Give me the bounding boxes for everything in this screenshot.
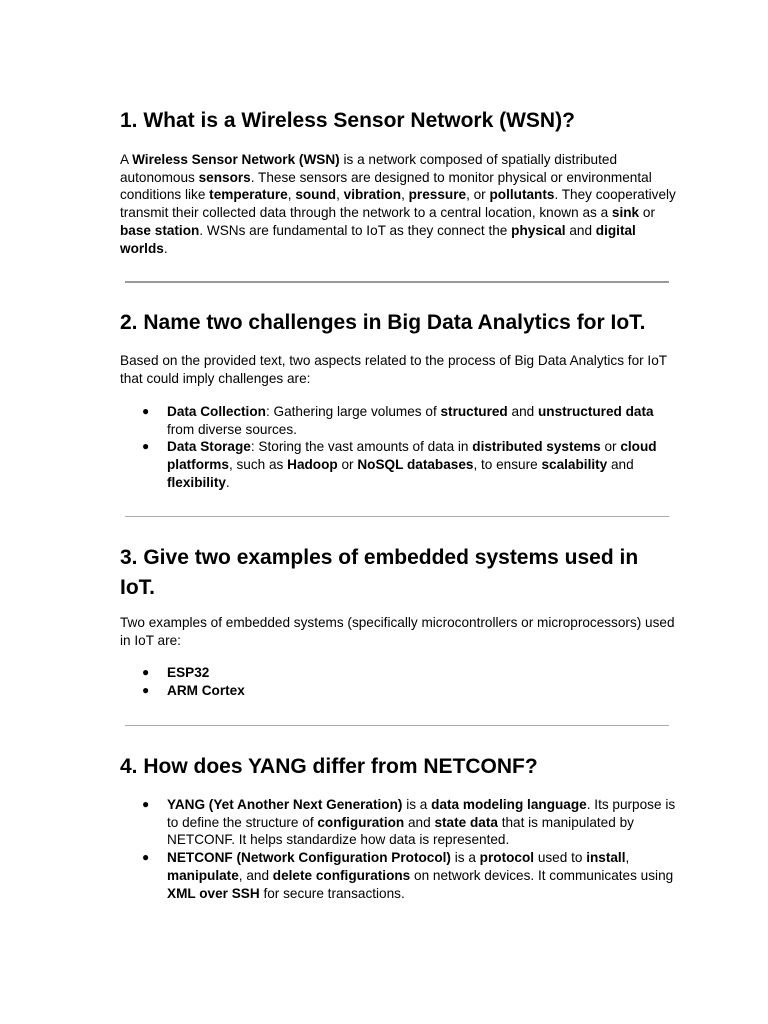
list-item: ● YANG (Yet Another Next Generation) is a data modeling language. Its purpose is to define the structure of configuration and state data that is manipulated by NETCONF. It helps standardize how data is represented. bbox=[120, 796, 676, 849]
section-divider-3 bbox=[125, 725, 669, 726]
list-item bbox=[120, 682, 676, 700]
bold-term: sink bbox=[611, 205, 640, 221]
bold-term: install bbox=[586, 850, 626, 866]
bold-term: manipulate bbox=[167, 867, 239, 883]
bold-term: XML over SSH bbox=[167, 885, 260, 901]
bold-term: pressure bbox=[408, 187, 467, 203]
list-item bbox=[120, 664, 676, 682]
bold-term: Data Collection bbox=[167, 404, 266, 419]
bold-term: configuration bbox=[317, 814, 405, 830]
bold-term: vibration bbox=[343, 187, 402, 203]
bold-term: ESP32 bbox=[167, 665, 210, 680]
bold-term: unstructured data bbox=[537, 404, 654, 419]
section-1-heading: 1. What is a Wireless Sensor Network (WSN)? bbox=[120, 109, 575, 132]
bold-term: data modeling language bbox=[431, 797, 587, 812]
section-4-list bbox=[120, 796, 676, 902]
bold-term: pollutants bbox=[489, 187, 555, 203]
bold-term: physical bbox=[511, 222, 566, 238]
bold-term: Hadoop bbox=[287, 457, 338, 473]
section-2-list bbox=[120, 403, 676, 492]
bold-term: sensors bbox=[198, 169, 251, 185]
bold-term: NoSQL databases bbox=[357, 457, 474, 473]
section-divider-2 bbox=[125, 516, 669, 517]
section-2-intro: Based on the provided text, two aspects related to the process of Big Data Analytics for IoT that could imply challenges are: bbox=[120, 353, 667, 386]
section-3-list bbox=[120, 664, 676, 699]
bold-term: delete configurations bbox=[272, 867, 411, 883]
bold-term: cloud platforms bbox=[167, 439, 657, 473]
list-item: ● Data Collection: Gathering large volumes of structured and unstructured data from diverse sources. bbox=[120, 403, 676, 438]
bold-term: Wireless Sensor Network (WSN) bbox=[132, 152, 340, 167]
list-item: ● Data Storage: Storing the vast amounts of data in distributed systems or cloud platforms, such as Hadoop or NoSQL databases, to ensure scalability and flexibility. bbox=[120, 438, 676, 491]
section-3-intro: Two examples of embedded systems (specifically microcontrollers or microprocessors) used in IoT are: bbox=[120, 615, 675, 648]
section-divider-1 bbox=[125, 281, 669, 283]
list-item: ● NETCONF (Network Configuration Protocol) is a protocol used to install, manipulate, and delete configurations on network devices. It communicates using XML over SSH for secure transactions. bbox=[120, 849, 676, 902]
bold-term: NETCONF (Network Configuration Protocol) bbox=[167, 850, 451, 866]
bold-term: digital worlds bbox=[120, 222, 636, 256]
section-3-heading: 3. Give two examples of embedded systems used in IoT. bbox=[120, 546, 639, 599]
bold-term: temperature bbox=[209, 187, 288, 203]
bold-term: flexibility bbox=[167, 474, 226, 490]
bold-term: structured bbox=[440, 404, 508, 419]
bold-term: ARM Cortex bbox=[167, 682, 245, 698]
bold-term: state data bbox=[434, 814, 498, 830]
bold-term: protocol bbox=[479, 850, 535, 866]
bold-term: sound bbox=[295, 187, 337, 203]
section-4-heading: 4. How does YANG differ from NETCONF? bbox=[120, 755, 538, 778]
section-2-heading: 2. Name two challenges in Big Data Analytics for IoT. bbox=[120, 311, 646, 334]
section-1-paragraph: A Wireless Sensor Network (WSN) is a network composed of spatially distributed autonomous sensors. These sensors are designed to monitor physical or environmental conditions like temperature, sound, vibration, pressure, or pollutants. They cooperatively transmit their collected data through the network to a central location, known as a sink or base station. WSNs are fundamental to IoT as they connect the physical and digital worlds. bbox=[120, 152, 676, 256]
bold-term: scalability bbox=[541, 457, 608, 473]
bold-term: base station bbox=[120, 222, 200, 238]
bold-term: distributed systems bbox=[472, 439, 601, 455]
bold-term: YANG (Yet Another Next Generation) bbox=[167, 797, 403, 812]
bold-term: Data Storage bbox=[167, 439, 251, 455]
